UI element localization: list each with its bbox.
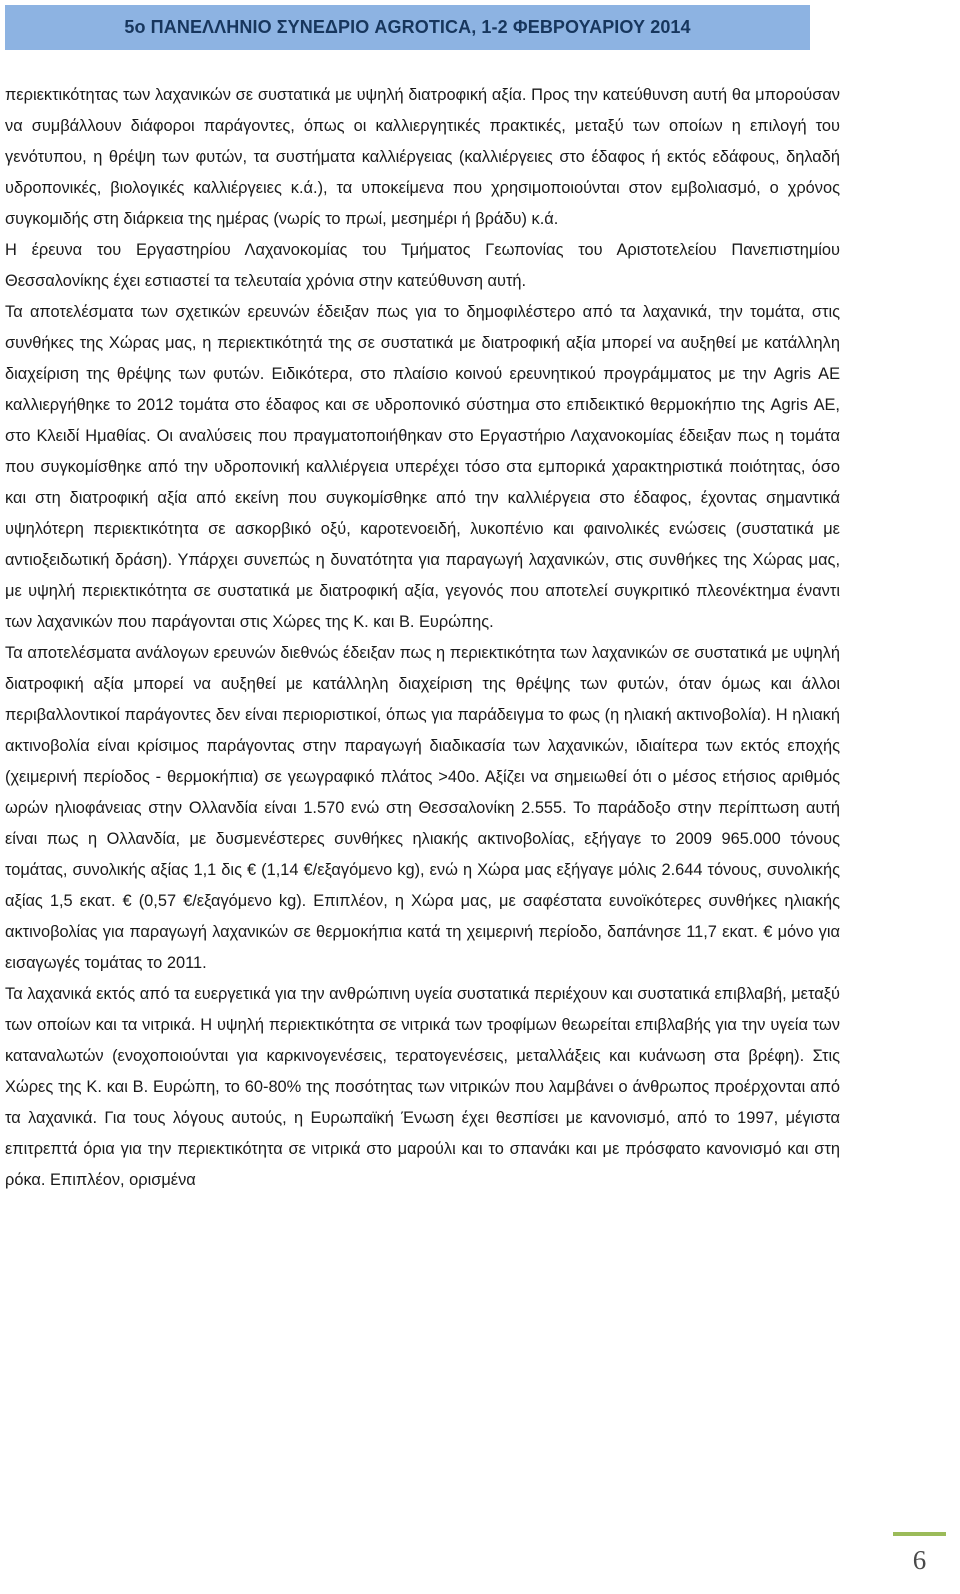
paragraph: Τα λαχανικά εκτός από τα ευεργετικά για την ανθρώπινη υγεία συστατικά περιέχουν και συστατικά επιβλαβή, μεταξύ των οποίων και τα νιτρικά. Η υψηλή περιεκτικότητα σε νιτρικά των τροφίμων θεωρείται επιβλαβής για την υγεία των καταναλωτών (ενοχοποιούνται για καρκινογενέσεις, τερατογενέσεις, μεταλλάξεις και κυάνωση στα βρέφη). Στις Χώρες της Κ. και Β. Ευρώπη, το 60-80% της ποσότητας των νιτρικών που λαμβάνει ο άνθρωπος προέρχονται από τα λαχανικά. Για τους λόγους αυτούς, η Ευρωπαϊκή Ένωση έχει θεσπίσει με κανονισμό, από το 1997, μέγιστα επιτρεπτά όρια για την περιεκτικότητα σε νιτρικά στο μαρούλι και το σπανάκι και με πρόσφατο κανονισμό και στη ρόκα. Επιπλέον, ορισμένα	[5, 985, 840, 1189]
paragraph: Η έρευνα του Εργαστηρίου Λαχανοκομίας του Τμήματος Γεωπονίας του Αριστοτελείου Πανεπιστημίου Θεσσαλονίκης έχει εστιαστεί τα τελευταία χρόνια στην κατεύθυνση αυτή.	[5, 241, 840, 290]
header-title: 5ο ΠΑΝΕΛΛΗΝΙΟ ΣΥΝΕΔΡΙΟ AGROTICA, 1-2 ΦΕΒΡΟΥΑΡΙΟΥ 2014	[124, 17, 691, 37]
paragraph: Τα αποτελέσματα των σχετικών ερευνών έδειξαν πως για το δημοφιλέστερο από τα λαχανικά, την τομάτα, στις συνθήκες της Χώρας μας, η περιεκτικότητά της σε συστατικά με διατροφική αξία μπορεί να αυξηθεί με κατάλληλη διαχείριση της θρέψης των φυτών. Ειδικότερα, στο πλαίσιο κοινού ερευνητικού προγράμματος με την Agris ΑΕ καλλιεργήθηκε το 2012 τομάτα στο έδαφος και σε υδροπονικό σύστημα στο επιδεικτικό θερμοκήπιο της Agris ΑΕ, στο Κλειδί Ημαθίας. Οι αναλύσεις που πραγματοποιήθηκαν στο Εργαστήριο Λαχανοκομίας έδειξαν πως η τομάτα που συγκομίσθηκε από την υδροπονική καλλιέργεια υπερέχει τόσο στα εμπορικά χαρακτηριστικά ποιότητας, όσο και στη διατροφική αξία από εκείνη που συγκομίσθηκε από την καλλιέργεια στο έδαφος, έχοντας σημαντικά υψηλότερη περιεκτικότητα σε ασκορβικό οξύ, καροτενοειδή, λυκοπένιο και φαινολικές ενώσεις (συστατικά με αντιοξειδωτική δράση). Υπάρχει συνεπώς η δυνατότητα για παραγωγή λαχανικών, στις συνθήκες της Χώρας μας, με υψηλή περιεκτικότητα σε συστατικά με διατροφική αξία, γεγονός που αποτελεί συγκριτικό πλεονέκτημα έναντι των λαχανικών που παράγονται στις Χώρες της Κ. και Β. Ευρώπης.	[5, 303, 840, 631]
page-number-box	[893, 1532, 946, 1591]
paragraph: Τα αποτελέσματα ανάλογων ερευνών διεθνώς έδειξαν πως η περιεκτικότητα των λαχανικών σε συστατικά με υψηλή διατροφική αξία μπορεί να αυξηθεί με κατάλληλη διαχείριση της θρέψης των φυτών, όταν όμως και άλλοι περιβαλλοντικοί παράγοντες δεν είναι περιοριστικοί, όπως για παράδειγμα το φως (η ηλιακή ακτινοβολία). Η ηλιακή ακτινοβολία είναι κρίσιμος παράγοντας στην παραγωγή διαδικασία των λαχανικών, ιδιαίτερα των εκτός εποχής (χειμερινή περίοδος - θερμοκήπια) σε γεωγραφικό πλάτος >40ο. Αξίζει να σημειωθεί ότι ο μέσος ετήσιος αριθμός ωρών ηλιοφάνειας στην Ολλανδία είναι 1.570 ενώ στη Θεσσαλονίκη 2.555. Το παράδοξο στην περίπτωση αυτή είναι πως η Ολλανδία, με δυσμενέστερες συνθήκες ηλιακής ακτινοβολίας, εξήγαγε το 2009 965.000 τόνους τομάτας, συνολικής αξίας 1,1 δις € (1,14 €/εξαγόμενο kg), ενώ η Χώρα μας εξήγαγε μόλις 2.644 τόνους, συνολικής αξίας 1,5 εκατ. € (0,57 €/εξαγόμενο kg). Επιπλέον, η Χώρα μας, με σαφέστατα ευνοϊκότερες συνθήκες ηλιακής ακτινοβολίας για παραγωγή λαχανικών σε θερμοκήπια κατά τη χειμερινή περίοδο, δαπάνησε 11,7 εκατ. € μόνο για εισαγωγές τομάτας το 2011.	[5, 644, 840, 972]
page-number: 6	[912, 1545, 927, 1575]
header-banner	[5, 5, 810, 50]
document-body	[5, 80, 840, 1196]
paragraph: περιεκτικότητας των λαχανικών σε συστατικά με υψηλή διατροφική αξία. Προς την κατεύθυνση αυτή θα μπορούσαν να συμβάλλουν διάφοροι παράγοντες, όπως οι καλλιεργητικές πρακτικές, μεταξύ των οποίων η επιλογή του γενότυπου, η θρέψη των φυτών, τα συστήματα καλλιέργειας (καλλιέργειες στο έδαφος ή εκτός εδάφους, δηλαδή υδροπονικές, βιολογικές καλλιέργειες κ.ά.), τα υποκείμενα που χρησιμοποιούνται στον εμβολιασμό, ο χρόνος συγκομιδής στη διάρκεια της ημέρας (νωρίς το πρωί, μεσημέρι ή βράδυ) κ.ά.	[5, 86, 840, 228]
